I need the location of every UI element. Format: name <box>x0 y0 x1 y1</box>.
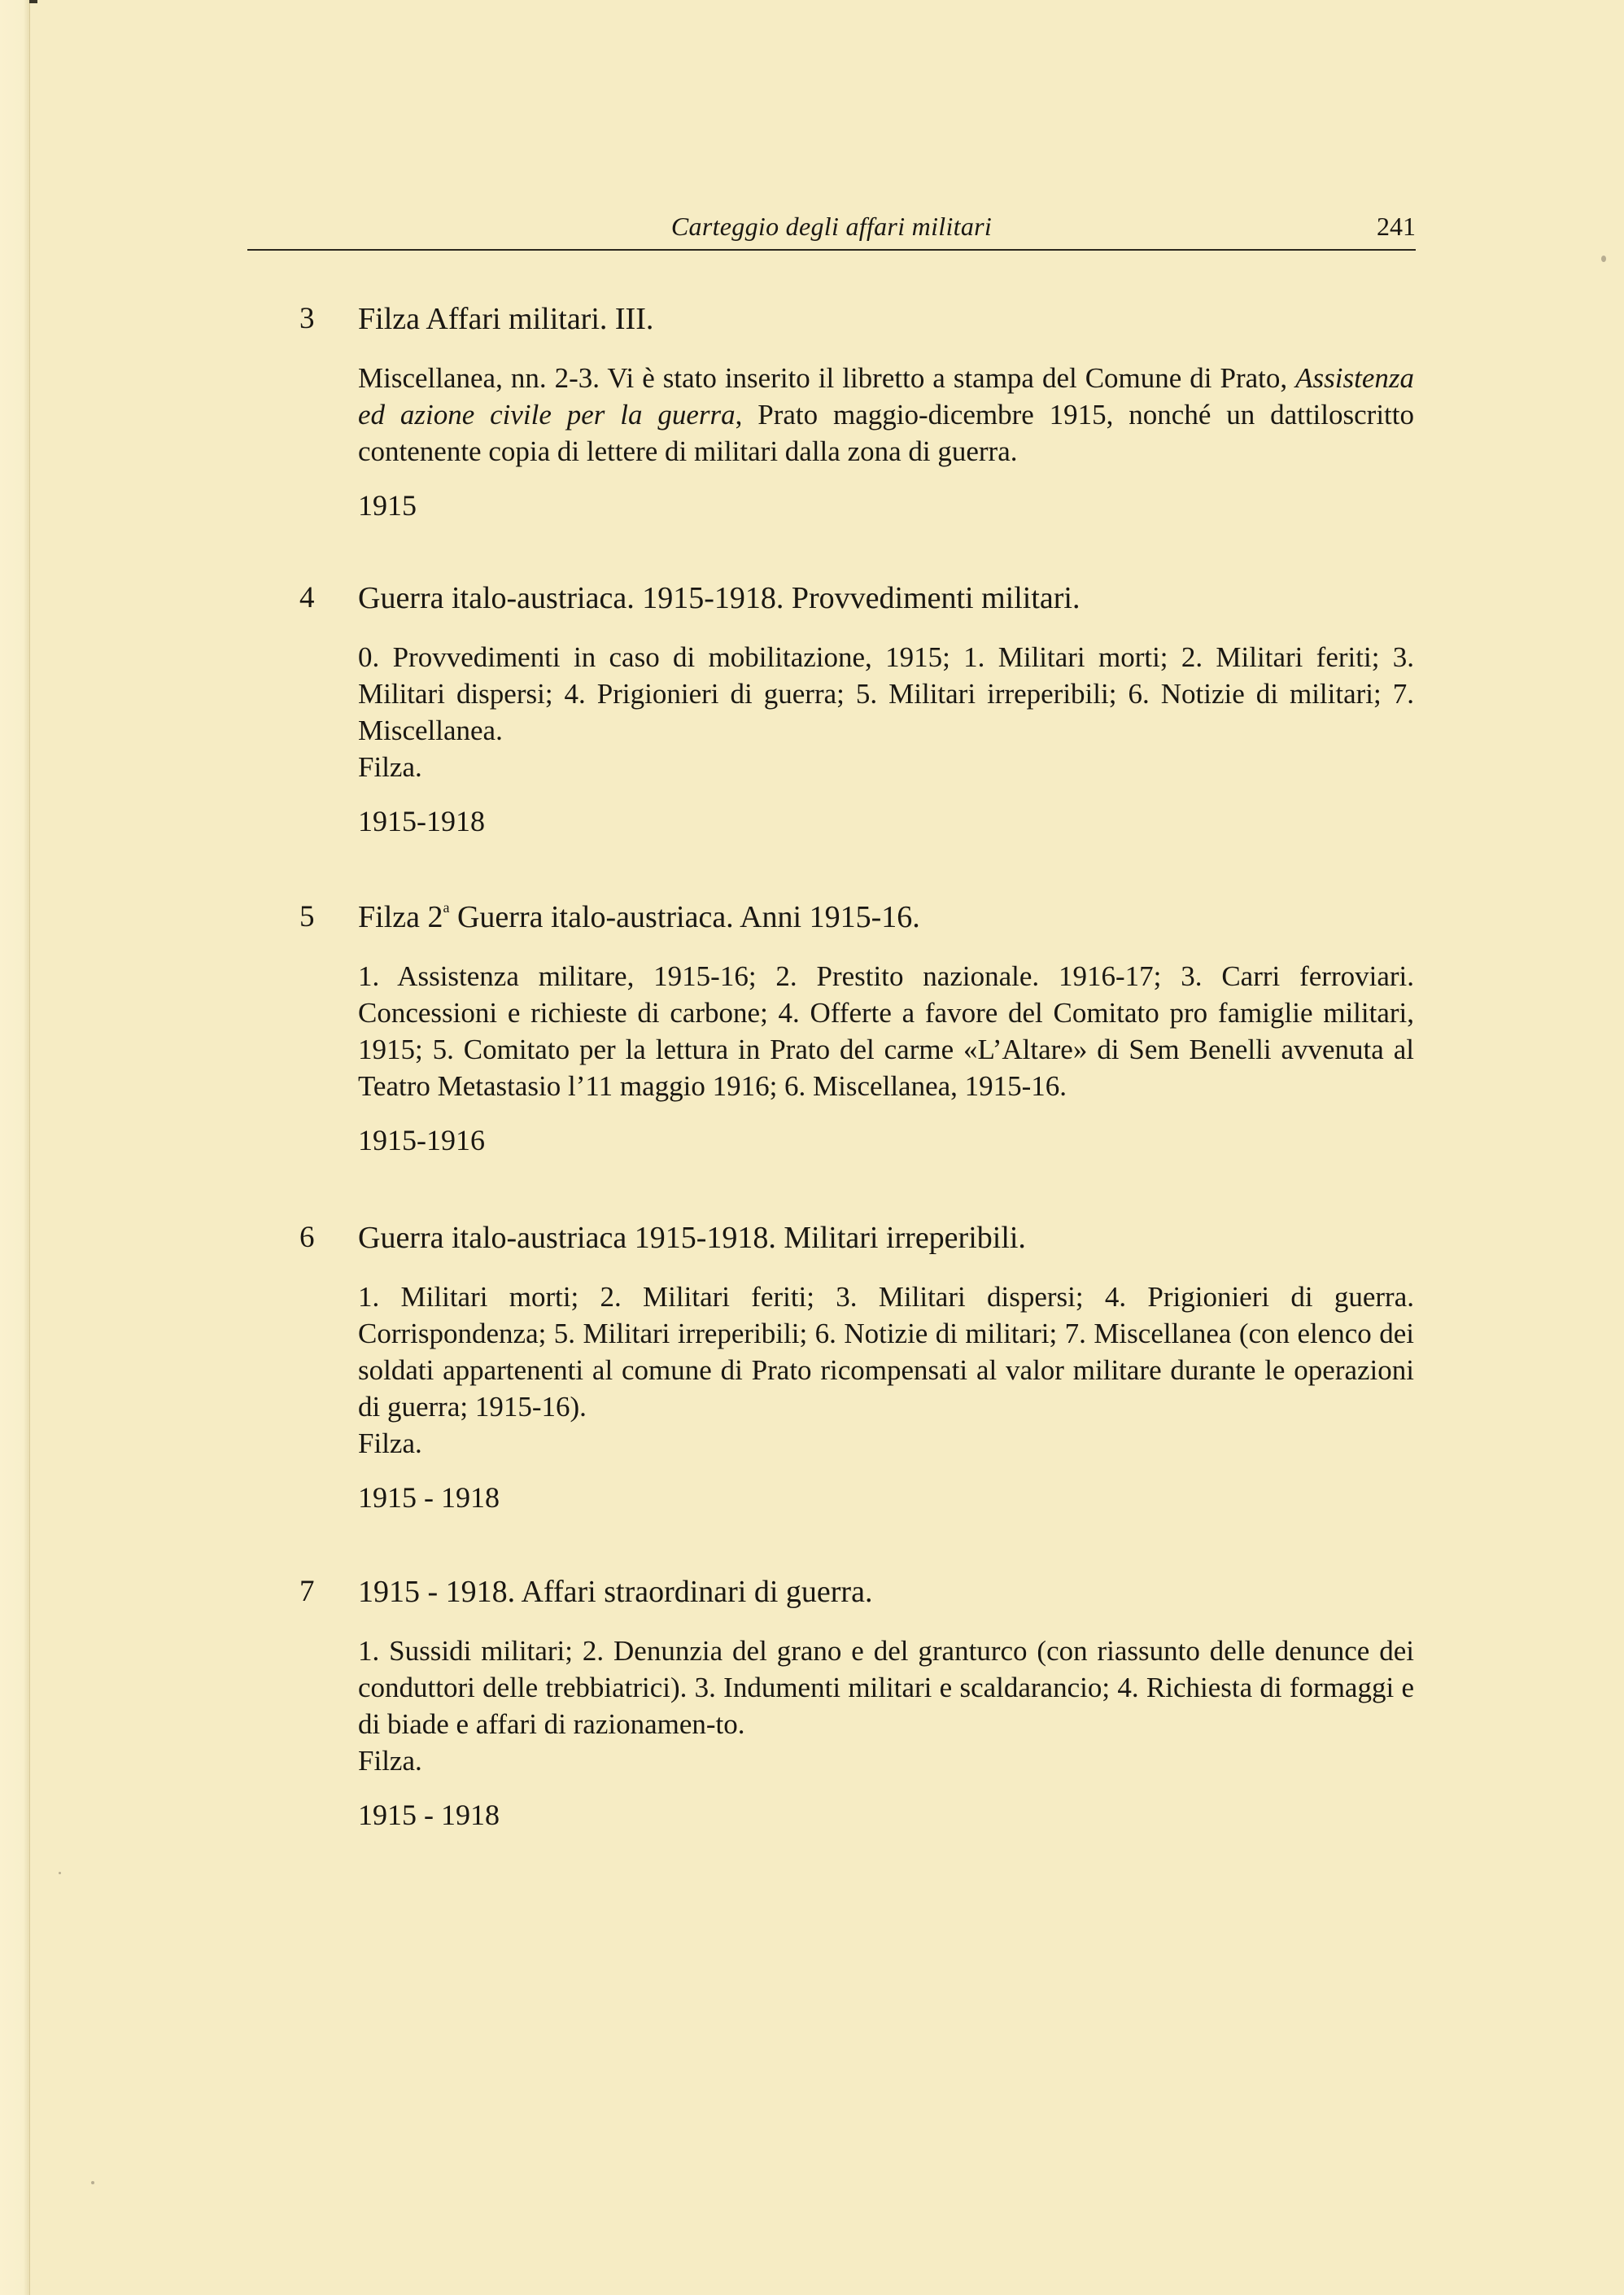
entry-description <box>358 1279 1414 1425</box>
description-text: , Prato maggio-dicembre 1915, nonché un dattiloscritto contenente copia di lettere di militari dalla zona di guerra. <box>358 399 1414 467</box>
entry-dates: 1915-1916 <box>358 1124 485 1156</box>
entry-description <box>358 639 1414 749</box>
running-head <box>247 210 1416 251</box>
entry-dates: 1915-1918 <box>358 805 485 837</box>
inventory-entries <box>299 299 1414 1886</box>
entry-description <box>358 1633 1414 1742</box>
page-number: 241 <box>1377 212 1416 241</box>
inventory-entry <box>299 579 1414 841</box>
ordinal-indicator: a <box>443 899 450 916</box>
binding-mark <box>29 0 37 3</box>
inventory-entry <box>299 1218 1414 1517</box>
entry-unit-type: Filza. <box>358 1427 422 1459</box>
title-prefix: Filza 2 <box>358 900 443 934</box>
entry-unit-type: Filza. <box>358 1745 422 1777</box>
inventory-entry <box>299 1572 1414 1834</box>
paper-speck <box>1601 256 1606 262</box>
entry-title: Guerra italo-austriaca. 1915-1918. Provvedimenti militari. <box>358 581 1080 615</box>
paper-speck <box>91 2181 94 2184</box>
entry-title <box>358 898 1414 937</box>
entry-unit-type: Filza. <box>358 751 422 783</box>
description-text: 1. Assistenza militare, 1915-16; 2. Prestito nazionale. 1916-17; 3. Carri ferroviari. Concessioni e richieste di carbone; 4. Offerte a favore del Comitato pro famiglie militari, 1915; 5. Comitato per la lettura in Prato del carme «L’Altare» di Sem Benelli avvenuta al Teatro Metastasio l’11 maggio 1916; 6. Miscellanea, 1915-16. <box>358 960 1414 1102</box>
entry-dates: 1915 - 1918 <box>358 1481 500 1514</box>
entry-number: 4 <box>299 581 315 614</box>
entry-title: Filza Affari militari. III. <box>358 302 654 336</box>
header-rule <box>247 249 1416 251</box>
entry-dates: 1915 <box>358 489 417 522</box>
entry-number: 7 <box>299 1575 315 1608</box>
entry-title: 1915 - 1918. Affari straordinari di guerra. <box>358 1575 873 1609</box>
description-text: 0. Provvedimenti in caso di mobilitazione, 1915; 1. Militari morti; 2. Militari feriti; 3. Militari dispersi; 4. Prigionieri di guerra; 5. Militari irreperibili; 6. Notizie di militari; 7. Miscellanea. <box>358 641 1414 746</box>
entry-description <box>358 958 1414 1104</box>
entry-dates: 1915 - 1918 <box>358 1799 500 1831</box>
entry-number: 5 <box>299 900 315 933</box>
entry-title: Guerra italo-austriaca 1915-1918. Militari irreperibili. <box>358 1221 1026 1255</box>
publication-title: Assistenza ed azione civile per la guerra <box>358 362 1414 431</box>
running-head-title: Carteggio degli affari militari <box>670 212 993 241</box>
description-text: Miscellanea, nn. 2-3. Vi è stato inserito il libretto a stampa del Comune di Prato, <box>358 362 1296 394</box>
entry-number: 3 <box>299 302 315 335</box>
title-suffix: Guerra italo-austriaca. Anni 1915-16. <box>449 900 920 934</box>
paper-speck <box>59 1872 61 1874</box>
description-text: 1. Militari morti; 2. Militari feriti; 3. Militari dispersi; 4. Prigionieri di guerra. Corrispondenza; 5. Militari irreperibili; 6. Notizie di militari; 7. Miscellanea (con elenco dei soldati appartenenti al comune di Prato ricompensati al valor militare durante le operazioni di guerra; 1915-16). <box>358 1281 1414 1423</box>
inventory-entry <box>299 299 1414 525</box>
facing-page-edge <box>0 0 30 2295</box>
description-text: 1. Sussidi militari; 2. Denunzia del grano e del granturco (con riassunto delle denunce dei conduttori delle trebbiatrici). 3. Indumenti militari e scaldarancio; 4. Richiesta di formaggi e di biade e affari di razionamen-to. <box>358 1635 1414 1740</box>
entry-number: 6 <box>299 1221 315 1254</box>
entry-description <box>358 360 1414 470</box>
inventory-entry <box>299 898 1414 1160</box>
